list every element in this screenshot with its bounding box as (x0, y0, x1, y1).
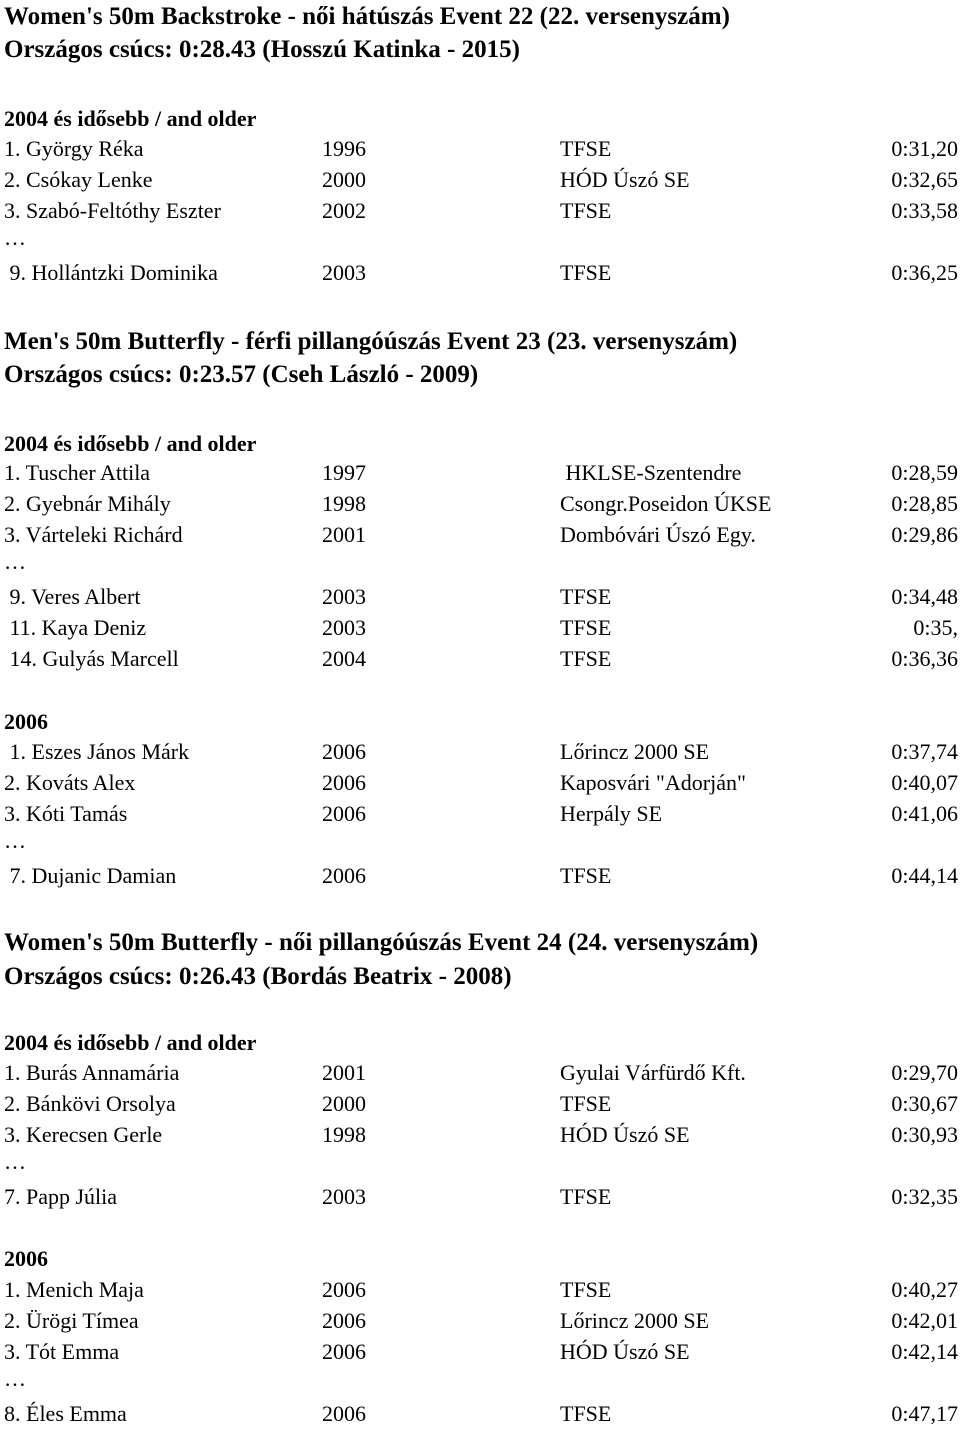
result-time: 0:36,25 (891, 260, 958, 285)
ellipsis: … (4, 1366, 26, 1391)
club-name: Lőrincz 2000 SE (560, 739, 710, 764)
club-name: TFSE (560, 260, 612, 285)
ellipsis: … (4, 549, 26, 574)
result-time: 0:33,58 (891, 198, 958, 223)
swimmer-name: 1. Menich Maja (4, 1277, 144, 1302)
birth-year: 2006 (322, 1401, 366, 1426)
result-time: 0:35, (913, 615, 958, 640)
birth-year: 2006 (322, 863, 366, 888)
result-row (0, 613, 960, 643)
result-row (0, 768, 960, 798)
birth-year: 2000 (322, 167, 366, 192)
birth-year: 1998 (322, 491, 366, 516)
club-name: TFSE (560, 136, 612, 161)
birth-year: 2004 (322, 646, 366, 671)
result-row (0, 196, 960, 226)
swimmer-name: 9. Veres Albert (4, 584, 141, 609)
result-row (0, 520, 960, 550)
result-row (0, 582, 960, 612)
birth-year: 2003 (322, 584, 366, 609)
result-row (0, 165, 960, 195)
birth-year: 1996 (322, 136, 366, 161)
result-time: 0:37,74 (891, 739, 958, 764)
result-time: 0:29,70 (891, 1060, 958, 1085)
event-title: Women's 50m Backstroke - női hátúszás Event 22 (22. versenyszám) (4, 3, 730, 30)
club-name: Lőrincz 2000 SE (560, 1308, 710, 1333)
result-row (0, 1089, 960, 1119)
age-group-label: 2006 (4, 709, 48, 734)
result-row (0, 1399, 960, 1429)
ellipsis: … (4, 1149, 26, 1174)
result-time: 0:47,17 (891, 1401, 958, 1426)
club-name: TFSE (560, 1091, 612, 1116)
result-row (0, 644, 960, 674)
club-name: Gyulai Várfürdő Kft. (560, 1060, 746, 1085)
club-name: Csongr.Poseidon ÚKSE (560, 491, 772, 516)
swimmer-name: 7. Papp Júlia (4, 1184, 118, 1209)
result-row (0, 1182, 960, 1212)
birth-year: 2006 (322, 1339, 366, 1364)
swimmer-name: 1. György Réka (4, 136, 144, 161)
club-name: TFSE (560, 615, 612, 640)
swimmer-name: 2. Gyebnár Mihály (4, 491, 171, 516)
age-group-label: 2004 és idősebb / and older (4, 431, 257, 456)
result-row (0, 1120, 960, 1150)
birth-year: 1997 (322, 460, 366, 485)
swimmer-name: 1. Tuscher Attila (4, 460, 151, 485)
birth-year: 2001 (322, 1060, 366, 1085)
club-name: TFSE (560, 863, 612, 888)
club-name: TFSE (560, 646, 612, 671)
result-row (0, 1275, 960, 1305)
club-name: HÓD Úszó SE (560, 167, 690, 192)
swimmer-name: 2. Kováts Alex (4, 770, 136, 795)
result-row (0, 799, 960, 829)
result-time: 0:34,48 (891, 584, 958, 609)
result-row (0, 861, 960, 891)
swimmer-name: 2. Bánkövi Orsolya (4, 1091, 176, 1116)
swimmer-name: 3. Szabó-Feltóthy Eszter (4, 198, 221, 223)
result-time: 0:30,67 (891, 1091, 958, 1116)
age-group-label: 2004 és idősebb / and older (4, 106, 257, 131)
event-title: Women's 50m Butterfly - női pillangóúszás Event 24 (24. versenyszám) (4, 929, 759, 956)
result-time: 0:32,35 (891, 1184, 958, 1209)
birth-year: 2006 (322, 770, 366, 795)
birth-year: 2006 (322, 739, 366, 764)
event-title: Men's 50m Butterfly - férfi pillangóúszás Event 23 (23. versenyszám) (4, 328, 738, 355)
swimmer-name: 7. Dujanic Damian (4, 863, 177, 888)
swimmer-name: 14. Gulyás Marcell (4, 646, 179, 671)
result-time: 0:29,86 (891, 522, 958, 547)
national-record: Országos csúcs: 0:23.57 (Cseh László - 2009) (4, 361, 479, 388)
club-name: TFSE (560, 584, 612, 609)
result-time: 0:30,93 (891, 1122, 958, 1147)
national-record: Országos csúcs: 0:28.43 (Hosszú Katinka - 2015) (4, 36, 520, 63)
birth-year: 2000 (322, 1091, 366, 1116)
age-group-label: 2004 és idősebb / and older (4, 1030, 257, 1055)
club-name: HKLSE-Szentendre (560, 460, 742, 485)
birth-year: 2003 (322, 615, 366, 640)
club-name: Herpály SE (560, 801, 663, 826)
result-time: 0:28,85 (891, 491, 958, 516)
birth-year: 2006 (322, 1308, 366, 1333)
age-group-label: 2006 (4, 1246, 48, 1271)
result-time: 0:40,27 (891, 1277, 958, 1302)
swimmer-name: 3. Kóti Tamás (4, 801, 128, 826)
club-name: HÓD Úszó SE (560, 1122, 690, 1147)
club-name: Dombóvári Úszó Egy. (560, 522, 756, 547)
national-record: Országos csúcs: 0:26.43 (Bordás Beatrix - 2008) (4, 963, 512, 990)
result-time: 0:42,14 (891, 1339, 958, 1364)
club-name: Kaposvári "Adorján" (560, 770, 746, 795)
club-name: TFSE (560, 1401, 612, 1426)
result-time: 0:40,07 (891, 770, 958, 795)
birth-year: 2003 (322, 1184, 366, 1209)
swimmer-name: 3. Kerecsen Gerle (4, 1122, 163, 1147)
swimmer-name: 11. Kaya Deniz (4, 615, 147, 640)
result-row (0, 1058, 960, 1088)
club-name: TFSE (560, 1184, 612, 1209)
result-row (0, 1306, 960, 1336)
birth-year: 2006 (322, 1277, 366, 1302)
result-time: 0:28,59 (891, 460, 958, 485)
birth-year: 1998 (322, 1122, 366, 1147)
birth-year: 2002 (322, 198, 366, 223)
swimmer-name: 1. Burás Annamária (4, 1060, 180, 1085)
result-time: 0:44,14 (891, 863, 958, 888)
club-name: HÓD Úszó SE (560, 1339, 690, 1364)
birth-year: 2001 (322, 522, 366, 547)
result-row (0, 1337, 960, 1367)
birth-year: 2006 (322, 801, 366, 826)
birth-year: 2003 (322, 260, 366, 285)
swimmer-name: 8. Éles Emma (4, 1401, 127, 1426)
result-row (0, 134, 960, 164)
result-time: 0:32,65 (891, 167, 958, 192)
result-time: 0:31,20 (891, 136, 958, 161)
swimmer-name: 9. Hollántzki Dominika (4, 260, 218, 285)
ellipsis: … (4, 828, 26, 853)
swimmer-name: 2. Ürögi Tímea (4, 1308, 139, 1333)
swimmer-name: 2. Csókay Lenke (4, 167, 153, 192)
ellipsis: … (4, 225, 26, 250)
swimmer-name: 3. Tót Emma (4, 1339, 120, 1364)
result-row (0, 489, 960, 519)
result-time: 0:42,01 (891, 1308, 958, 1333)
club-name: TFSE (560, 198, 612, 223)
club-name: TFSE (560, 1277, 612, 1302)
result-time: 0:41,06 (891, 801, 958, 826)
result-row (0, 458, 960, 488)
result-row (0, 258, 960, 288)
result-row (0, 737, 960, 767)
swimmer-name: 3. Várteleki Richárd (4, 522, 183, 547)
swimmer-name: 1. Eszes János Márk (4, 739, 190, 764)
result-time: 0:36,36 (891, 646, 958, 671)
